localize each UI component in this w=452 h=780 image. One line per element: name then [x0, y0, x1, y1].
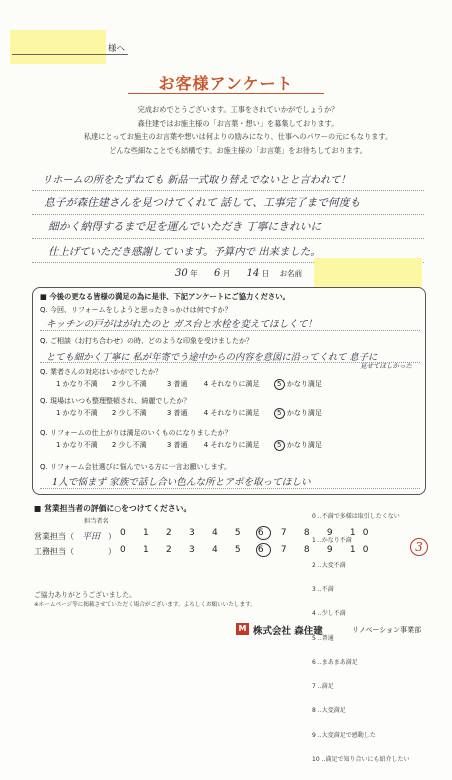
option-3[interactable]: 3 普通 — [166, 380, 188, 388]
option-2[interactable]: 2 少し不満 — [111, 441, 147, 449]
option-2[interactable]: 2 少し不満 — [111, 380, 147, 388]
q5-options — [56, 440, 322, 451]
answer-6: 1人で悩まず 家族で話し合い色んな所とアポを取ってほしい — [52, 477, 311, 488]
sales-score-scale[interactable]: 0 1 2 3 4 5 6 7 8 9 10 — [120, 528, 376, 538]
answer-rule — [40, 362, 420, 363]
option-5[interactable]: かなり満足 — [286, 441, 322, 449]
name-label: お名前 — [279, 269, 303, 278]
survey-heading: ■ 今後の更なる皆様の満足の為に是非、下記アンケートにご協力ください。 — [40, 292, 290, 301]
day-label: 日 — [261, 269, 270, 278]
option-1[interactable]: 1 かなり不満 — [56, 380, 98, 388]
survey-heading-text: 今後の更なる皆様の満足の為に是非、下記アンケートにご協力ください。 — [49, 292, 290, 301]
works-staff-row — [34, 546, 116, 557]
option-1[interactable]: 1 かなり不満 — [56, 441, 98, 449]
sales-name: 平田 — [82, 532, 101, 542]
question-4: Q. 現場はいつも整理整頓され、綺麗でしたか？ — [40, 397, 191, 405]
comment-rule — [32, 238, 424, 239]
option-4[interactable]: 4 それなりに満足 — [203, 409, 260, 417]
works-close: ） — [108, 547, 116, 556]
comment-rule — [32, 190, 424, 191]
scale-item: 5 ‥普通 — [312, 634, 334, 642]
answer-1: キッチンの戸がはがれたのと ガス台と水栓を変えてほしくて！ — [46, 319, 318, 330]
footer-note: ※ホームページ等に掲載させていただく場合がございます。よろしくお願いいたします。 — [34, 602, 256, 608]
year-label: 年 — [190, 269, 198, 278]
option-4[interactable]: 4 それなりに満足 — [203, 441, 260, 449]
title-underline — [128, 93, 324, 94]
q4-options — [56, 408, 322, 419]
company-division: リノベーション事業部 — [352, 626, 422, 634]
intro-line: 私達にとってお施主のお言葉や想いは何よりの励みになり、仕事へのパワーの元にもなります。 — [83, 132, 393, 141]
answer-2: とても細かく丁寧に 私が年寄でう途中からの内容を意図に沿ってくれて 息子に — [46, 352, 378, 363]
staff-label: 担当者名 — [84, 518, 109, 525]
answer-rule — [40, 330, 420, 331]
signature-highlight — [314, 258, 422, 288]
scale-item: 2 ‥大変不満 — [312, 561, 346, 569]
scale-item: 0 ‥不満で多様は取引したくない — [312, 513, 400, 521]
scale-item: 4 ‥少し不満 — [312, 610, 346, 618]
question-2: Q. ご相談（お打ち合わせ）の時、どのような印象を受けましたか？ — [40, 337, 253, 345]
name-underline — [12, 54, 128, 55]
scale-item: 1 ‥かなり不満 — [312, 537, 352, 545]
month-label: 月 — [222, 269, 231, 278]
scale-item: 6 ‥まあまあ満足 — [312, 658, 358, 666]
company-logo: M — [236, 623, 249, 635]
question-1: Q. 今回、リフォームをしようと思ったきっかけは何ですか？ — [40, 306, 232, 314]
thanks-text: ご協力ありがとうございました。 — [34, 591, 136, 599]
page-mark: 3 — [410, 538, 428, 556]
scale-item: 3 ‥不満 — [312, 586, 334, 594]
option-5-circled[interactable]: 5 — [274, 379, 285, 390]
option-1[interactable]: 1 かなり不満 — [56, 409, 98, 417]
rating-heading-text: 営業担当者の評価に○をつけてください。 — [44, 504, 192, 513]
intro-line: 完成おめでとうございます。工事をされていかがでしょうか？ — [137, 105, 339, 114]
option-5-circled[interactable]: 5 — [274, 440, 285, 451]
option-3[interactable]: 3 普通 — [166, 441, 188, 449]
intro-text — [48, 103, 428, 157]
name-highlight — [10, 30, 106, 64]
q3-options — [56, 379, 322, 390]
scale-item: 10 ‥満足で知り合いにも紹介したい — [312, 756, 410, 763]
option-5-circled[interactable]: 5 — [274, 408, 285, 419]
rating-heading: ■ 営業担当者の評価に○をつけてください。 — [34, 504, 192, 513]
option-5[interactable]: かなり満足 — [286, 409, 322, 417]
question-6: Q. リフォーム会社選びに悩んでいる方に一言お願いします。 — [40, 463, 232, 471]
rating-scale-legend — [312, 497, 410, 780]
intro-line: 森住建ではお施主様の「お言葉・想い」を募集しております。 — [137, 118, 339, 128]
sales-close: ） — [108, 532, 117, 541]
intro-line: どんな些細なことでも結構です。お施主様の「お言葉」をお待ちしております。 — [109, 145, 367, 155]
option-3[interactable]: 3 普通 — [166, 409, 188, 417]
date-year: 30 — [175, 268, 188, 279]
comment-line: リホームの所をたずねても 新品一式取り替えでないとと言われて！ — [42, 175, 351, 186]
option-4[interactable]: 4 それなりに満足 — [203, 380, 260, 388]
page-title: お客様アンケート — [158, 74, 294, 93]
answer-rule — [40, 488, 420, 489]
option-2[interactable]: 2 少し不満 — [111, 409, 147, 417]
comment-line: 息子が森住建さんを見つけてくれて 話して、工事完了まで何度も — [44, 196, 361, 209]
answer-2-extra: 見せてほしかった — [360, 362, 412, 370]
option-5[interactable]: かなり満足 — [286, 380, 322, 388]
comment-rule — [32, 214, 424, 215]
date-month: 6 — [214, 268, 221, 279]
sales-staff-row — [34, 529, 116, 542]
sales-label: 営業担当（ — [34, 532, 74, 541]
works-score-circle — [256, 543, 271, 557]
scale-item: 9 ‥大変満足で感動した — [312, 731, 376, 739]
date-day: 14 — [246, 268, 260, 279]
works-label: 工務担当（ — [34, 547, 74, 556]
scale-item: 8 ‥大変満足 — [312, 707, 346, 715]
sales-score-circle — [256, 526, 271, 540]
date-row — [175, 268, 302, 279]
scale-item: 7 ‥満足 — [312, 683, 334, 691]
name-suffix: 様へ — [108, 44, 126, 54]
question-3: Q. 業者さんの対応はいかがでしたか？ — [40, 368, 162, 376]
comment-line: 細かく納得するまで足を運んでいただき 丁寧にきれいに — [48, 220, 322, 233]
comment-line: 仕上げていただき感謝しています。予算内で 出来ました。 — [48, 246, 321, 258]
works-score-scale[interactable]: 0 1 2 3 4 5 6 7 8 9 10 — [120, 545, 376, 555]
question-5: Q. リフォームの仕上がりは満足のいくものになりましたか？ — [40, 429, 232, 437]
company-name: 株式会社 森住建 — [253, 626, 323, 637]
